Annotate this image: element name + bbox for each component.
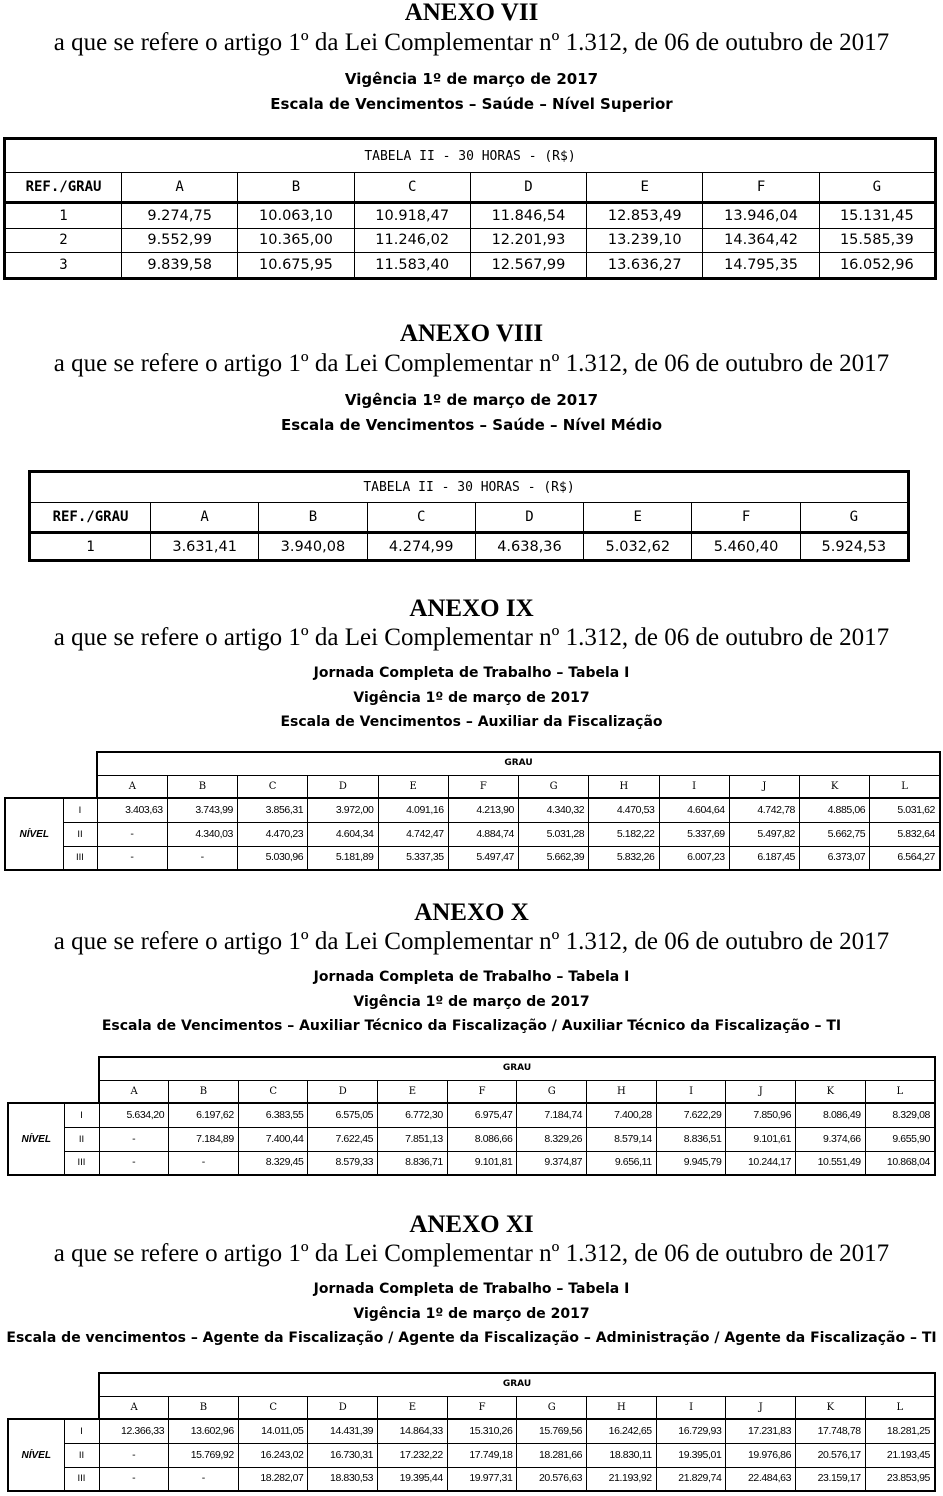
annex-10-heading [0, 900, 943, 1039]
value-cell: 19.395,44 [378, 1467, 448, 1491]
table-row [8, 1443, 935, 1467]
value-cell: 6.373,07 [800, 846, 870, 870]
column-header: I [659, 775, 729, 798]
value-cell: 12.567,99 [470, 253, 586, 279]
column-header: F [703, 173, 819, 203]
level-cell: III [64, 1151, 99, 1175]
value-cell: 17.749,18 [447, 1443, 517, 1467]
value-cell: 4.742,47 [378, 822, 448, 846]
column-header: E [378, 1080, 448, 1103]
column-header: B [259, 503, 367, 533]
value-cell: 12.201,93 [470, 228, 586, 252]
value-cell: 8.836,71 [378, 1151, 448, 1175]
value-cell: 7.851,13 [378, 1127, 448, 1151]
value-cell: 5.662,39 [519, 846, 589, 870]
column-header: G [517, 1080, 587, 1103]
value-cell: - [99, 1467, 169, 1491]
value-cell: 6.975,47 [447, 1103, 517, 1127]
value-cell: 3.972,00 [308, 798, 378, 822]
value-cell: - [97, 822, 167, 846]
value-cell: 7.184,89 [169, 1127, 239, 1151]
value-cell: 5.337,69 [659, 822, 729, 846]
value-cell: 5.634,20 [99, 1103, 169, 1127]
ref-cell: 2 [5, 228, 122, 252]
column-header: D [475, 503, 583, 533]
value-cell: 9.655,90 [865, 1127, 935, 1151]
value-cell: - [99, 1127, 169, 1151]
table-row [30, 533, 909, 561]
column-header: G [819, 173, 935, 203]
annex-11-validity: Vigência 1º de março de 2017 [353, 1305, 590, 1322]
column-header: E [378, 1396, 448, 1419]
grau-header: GRAU [99, 1373, 935, 1396]
table-row [5, 203, 936, 229]
column-header: L [870, 775, 940, 798]
value-cell: 15.585,39 [819, 228, 935, 252]
table-caption: TABELA II - 30 HORAS - (R$) [30, 472, 909, 503]
ref-cell: 1 [30, 533, 151, 561]
table-row [5, 846, 940, 870]
value-cell: 4.604,64 [659, 798, 729, 822]
column-header: K [796, 1396, 866, 1419]
table-row [8, 1419, 935, 1443]
value-cell: 8.579,33 [308, 1151, 378, 1175]
value-cell: 20.576,17 [796, 1443, 866, 1467]
value-cell: 9.374,87 [517, 1151, 587, 1175]
value-cell: 9.101,61 [726, 1127, 796, 1151]
column-header: D [308, 775, 378, 798]
value-cell: 16.730,31 [308, 1443, 378, 1467]
value-cell: 9.656,11 [587, 1151, 657, 1175]
value-cell: 5.337,35 [378, 846, 448, 870]
column-header: L [865, 1080, 935, 1103]
value-cell: 14.795,35 [703, 253, 819, 279]
table-row [8, 1127, 935, 1151]
value-cell: 19.976,86 [726, 1443, 796, 1467]
column-header: B [169, 1080, 239, 1103]
value-cell: 16.729,93 [656, 1419, 726, 1443]
value-cell: 10.918,47 [354, 203, 470, 229]
value-cell: 4.884,74 [448, 822, 518, 846]
value-cell: 17.232,22 [378, 1443, 448, 1467]
value-cell: 22.484,63 [726, 1467, 796, 1491]
column-header: F [447, 1396, 517, 1419]
value-cell: 8.086,66 [447, 1127, 517, 1151]
column-header: J [729, 775, 799, 798]
value-cell: 15.769,92 [169, 1443, 239, 1467]
value-cell: 5.031,62 [870, 798, 940, 822]
value-cell: 8.329,08 [865, 1103, 935, 1127]
table-row [8, 1467, 935, 1491]
value-cell: 8.329,45 [238, 1151, 308, 1175]
column-header: E [378, 775, 448, 798]
value-cell: 9.839,58 [122, 253, 238, 279]
annex-10-title: ANEXO X [414, 899, 529, 926]
column-header: J [726, 1396, 796, 1419]
value-cell: 4.604,34 [308, 822, 378, 846]
value-cell: 6.197,62 [169, 1103, 239, 1127]
ref-grau-header: REF./GRAU [30, 503, 151, 533]
value-cell: - [167, 846, 237, 870]
table-row [5, 253, 936, 279]
value-cell: - [99, 1443, 169, 1467]
value-cell: 4.091,16 [378, 798, 448, 822]
column-header: C [238, 1396, 308, 1419]
value-cell: 21.829,74 [656, 1467, 726, 1491]
grau-header: GRAU [99, 1057, 935, 1080]
value-cell: 8.836,51 [656, 1127, 726, 1151]
column-header: C [367, 503, 475, 533]
value-cell: 9.374,66 [796, 1127, 866, 1151]
column-header: K [796, 1080, 866, 1103]
value-cell: 18.830,11 [587, 1443, 657, 1467]
column-header: B [238, 173, 354, 203]
column-header: C [238, 775, 308, 798]
column-header: B [167, 775, 237, 798]
annex-9-scale: Escala de Vencimentos – Auxiliar da Fiscalização [280, 714, 663, 730]
annex-7-scale: Escala de Vencimentos – Saúde – Nível Superior [270, 95, 673, 113]
annex-9-validity: Vigência 1º de março de 2017 [353, 689, 590, 706]
value-cell: 5.032,62 [584, 533, 692, 561]
value-cell: 16.243,02 [238, 1443, 308, 1467]
value-cell: 19.977,31 [447, 1467, 517, 1491]
column-header: F [692, 503, 800, 533]
annex-10-scale: Escala de Vencimentos – Auxiliar Técnico da Fiscalização / Auxiliar Técnico da Fiscalização – TI [101, 1018, 842, 1034]
annex-9-heading [0, 596, 943, 735]
level-cell: III [64, 1467, 99, 1491]
value-cell: 20.576,63 [517, 1467, 587, 1491]
column-header: H [587, 1080, 657, 1103]
value-cell: 9.101,81 [447, 1151, 517, 1175]
value-cell: 5.181,89 [308, 846, 378, 870]
value-cell: 11.246,02 [354, 228, 470, 252]
value-cell: 18.282,07 [238, 1467, 308, 1491]
value-cell: 13.946,04 [703, 203, 819, 229]
value-cell: 11.583,40 [354, 253, 470, 279]
column-header: E [584, 503, 692, 533]
value-cell: 4.742,78 [729, 798, 799, 822]
value-cell: 6.772,30 [378, 1103, 448, 1127]
column-header: B [169, 1396, 239, 1419]
value-cell: 6.187,45 [729, 846, 799, 870]
column-header: A [97, 775, 167, 798]
value-cell: 4.638,36 [475, 533, 583, 561]
value-cell: 21.193,92 [587, 1467, 657, 1491]
value-cell: 14.431,39 [308, 1419, 378, 1443]
value-cell: 18.830,53 [308, 1467, 378, 1491]
value-cell: 16.242,65 [587, 1419, 657, 1443]
value-cell: 3.403,63 [97, 798, 167, 822]
value-cell: 12.853,49 [587, 203, 703, 229]
value-cell: 5.031,28 [519, 822, 589, 846]
value-cell: 17.231,83 [726, 1419, 796, 1443]
value-cell: 6.007,23 [659, 846, 729, 870]
value-cell: 3.940,08 [259, 533, 367, 561]
value-cell: 13.636,27 [587, 253, 703, 279]
value-cell: 5.924,53 [800, 533, 908, 561]
value-cell: 14.864,33 [378, 1419, 448, 1443]
annex-10-workload: Jornada Completa de Trabalho – Tabela I [313, 969, 630, 985]
value-cell: 17.748,78 [796, 1419, 866, 1443]
value-cell: 7.622,45 [308, 1127, 378, 1151]
value-cell: 21.193,45 [865, 1443, 935, 1467]
value-cell: 13.602,96 [169, 1419, 239, 1443]
value-cell: 6.564,27 [870, 846, 940, 870]
annex-9-salary-table [4, 751, 941, 871]
annex-7-title: ANEXO VII [404, 0, 539, 26]
column-header: A [99, 1396, 169, 1419]
annex-8-law-reference: a que se refere o artigo 1º da Lei Complementar nº 1.312, de 06 de outubro de 2017 [53, 350, 890, 377]
column-header: D [308, 1396, 378, 1419]
value-cell: - [169, 1467, 239, 1491]
annex-11-law-reference: a que se refere o artigo 1º da Lei Complementar nº 1.312, de 06 de outubro de 2017 [53, 1240, 890, 1267]
column-header: A [122, 173, 238, 203]
value-cell: 4.470,53 [589, 798, 659, 822]
annex-9-title: ANEXO IX [409, 595, 534, 622]
value-cell: 10.365,00 [238, 228, 354, 252]
value-cell: 15.131,45 [819, 203, 935, 229]
value-cell: 8.579,14 [587, 1127, 657, 1151]
value-cell: 10.551,49 [796, 1151, 866, 1175]
annex-7-salary-table [3, 137, 937, 280]
table-row [5, 798, 940, 822]
ref-cell: 3 [5, 253, 122, 279]
column-header: G [519, 775, 589, 798]
value-cell: 7.622,29 [656, 1103, 726, 1127]
column-header: I [656, 1396, 726, 1419]
value-cell: 10.868,04 [865, 1151, 935, 1175]
value-cell: 23.853,95 [865, 1467, 935, 1491]
column-header: A [151, 503, 259, 533]
value-cell: 12.366,33 [99, 1419, 169, 1443]
annex-9-workload: Jornada Completa de Trabalho – Tabela I [313, 665, 630, 681]
value-cell: 11.846,54 [470, 203, 586, 229]
column-header: G [800, 503, 908, 533]
value-cell: - [99, 1151, 169, 1175]
annex-10-law-reference: a que se refere o artigo 1º da Lei Complementar nº 1.312, de 06 de outubro de 2017 [53, 928, 890, 955]
annex-8-title: ANEXO VIII [399, 320, 544, 347]
column-header: J [726, 1080, 796, 1103]
value-cell: 4.340,03 [167, 822, 237, 846]
value-cell: 23.159,17 [796, 1467, 866, 1491]
annex-11-heading [0, 1212, 943, 1351]
table-row [8, 1151, 935, 1175]
column-header: D [308, 1080, 378, 1103]
value-cell: 4.213,90 [448, 798, 518, 822]
nivel-label: NÍVEL [8, 1419, 64, 1491]
value-cell: 6.383,55 [238, 1103, 308, 1127]
level-cell: III [63, 846, 97, 870]
value-cell: 9.552,99 [122, 228, 238, 252]
column-header: L [865, 1396, 935, 1419]
value-cell: 5.832,26 [589, 846, 659, 870]
annex-7-heading [0, 0, 943, 117]
annex-8-validity: Vigência 1º de março de 2017 [344, 391, 599, 409]
value-cell: 5.497,82 [729, 822, 799, 846]
column-header: K [800, 775, 870, 798]
column-header: F [448, 775, 518, 798]
value-cell: - [97, 846, 167, 870]
value-cell: 7.850,96 [726, 1103, 796, 1127]
value-cell: 3.856,31 [238, 798, 308, 822]
annex-8-heading [0, 321, 943, 438]
column-header: F [447, 1080, 517, 1103]
value-cell: 10.244,17 [726, 1151, 796, 1175]
value-cell: 5.182,22 [589, 822, 659, 846]
column-header: E [587, 173, 703, 203]
column-header: H [587, 1396, 657, 1419]
annex-7-law-reference: a que se refere o artigo 1º da Lei Complementar nº 1.312, de 06 de outubro de 2017 [53, 29, 890, 56]
nivel-label: NÍVEL [8, 1103, 64, 1175]
value-cell: 15.310,26 [447, 1419, 517, 1443]
value-cell: 14.011,05 [238, 1419, 308, 1443]
ref-grau-header: REF./GRAU [5, 173, 122, 203]
value-cell: 5.662,75 [800, 822, 870, 846]
grau-header: GRAU [97, 752, 940, 775]
level-cell: I [64, 1103, 99, 1127]
value-cell: 13.239,10 [587, 228, 703, 252]
nivel-label: NÍVEL [5, 798, 63, 870]
level-cell: I [63, 798, 97, 822]
value-cell: 18.281,66 [517, 1443, 587, 1467]
value-cell: 9.945,79 [656, 1151, 726, 1175]
value-cell: 5.497,47 [448, 846, 518, 870]
level-cell: II [63, 822, 97, 846]
value-cell: 3.743,99 [167, 798, 237, 822]
column-header: H [589, 775, 659, 798]
value-cell: 7.400,44 [238, 1127, 308, 1151]
table-row [5, 228, 936, 252]
column-header: C [238, 1080, 308, 1103]
annex-11-title: ANEXO XI [409, 1211, 534, 1238]
value-cell: 4.340,32 [519, 798, 589, 822]
value-cell: 10.063,10 [238, 203, 354, 229]
value-cell: 18.281,25 [865, 1419, 935, 1443]
value-cell: 5.832,64 [870, 822, 940, 846]
annex-7-validity: Vigência 1º de março de 2017 [344, 70, 599, 88]
value-cell: 10.675,95 [238, 253, 354, 279]
annex-11-workload: Jornada Completa de Trabalho – Tabela I [313, 1281, 630, 1297]
value-cell: 15.769,56 [517, 1419, 587, 1443]
annex-9-law-reference: a que se refere o artigo 1º da Lei Complementar nº 1.312, de 06 de outubro de 2017 [53, 624, 890, 651]
column-header: D [470, 173, 586, 203]
table-row [5, 822, 940, 846]
annex-10-validity: Vigência 1º de março de 2017 [353, 993, 590, 1010]
value-cell: 4.885,06 [800, 798, 870, 822]
value-cell: 3.631,41 [151, 533, 259, 561]
value-cell: 5.030,96 [238, 846, 308, 870]
value-cell: 9.274,75 [122, 203, 238, 229]
annex-11-scale: Escala de vencimentos – Agente da Fiscalização / Agente da Fiscalização – Administração / Agente da Fiscalização – TI [6, 1330, 937, 1346]
annex-10-salary-table [7, 1056, 936, 1176]
table-caption: TABELA II - 30 HORAS - (R$) [5, 139, 936, 173]
column-header: A [99, 1080, 169, 1103]
value-cell: 7.400,28 [587, 1103, 657, 1127]
table-row [8, 1103, 935, 1127]
value-cell: 19.395,01 [656, 1443, 726, 1467]
ref-cell: 1 [5, 203, 122, 229]
column-header: G [517, 1396, 587, 1419]
annex-11-salary-table [7, 1372, 936, 1492]
value-cell: 6.575,05 [308, 1103, 378, 1127]
level-cell: I [64, 1419, 99, 1443]
level-cell: II [64, 1127, 99, 1151]
annex-8-salary-table [28, 470, 910, 562]
annex-8-scale: Escala de Vencimentos – Saúde – Nível Médio [280, 416, 663, 434]
value-cell: - [169, 1151, 239, 1175]
column-header: I [656, 1080, 726, 1103]
value-cell: 7.184,74 [517, 1103, 587, 1127]
value-cell: 16.052,96 [819, 253, 935, 279]
value-cell: 4.470,23 [238, 822, 308, 846]
column-header: C [354, 173, 470, 203]
value-cell: 4.274,99 [367, 533, 475, 561]
value-cell: 8.329,26 [517, 1127, 587, 1151]
level-cell: II [64, 1443, 99, 1467]
value-cell: 5.460,40 [692, 533, 800, 561]
value-cell: 8.086,49 [796, 1103, 866, 1127]
value-cell: 14.364,42 [703, 228, 819, 252]
